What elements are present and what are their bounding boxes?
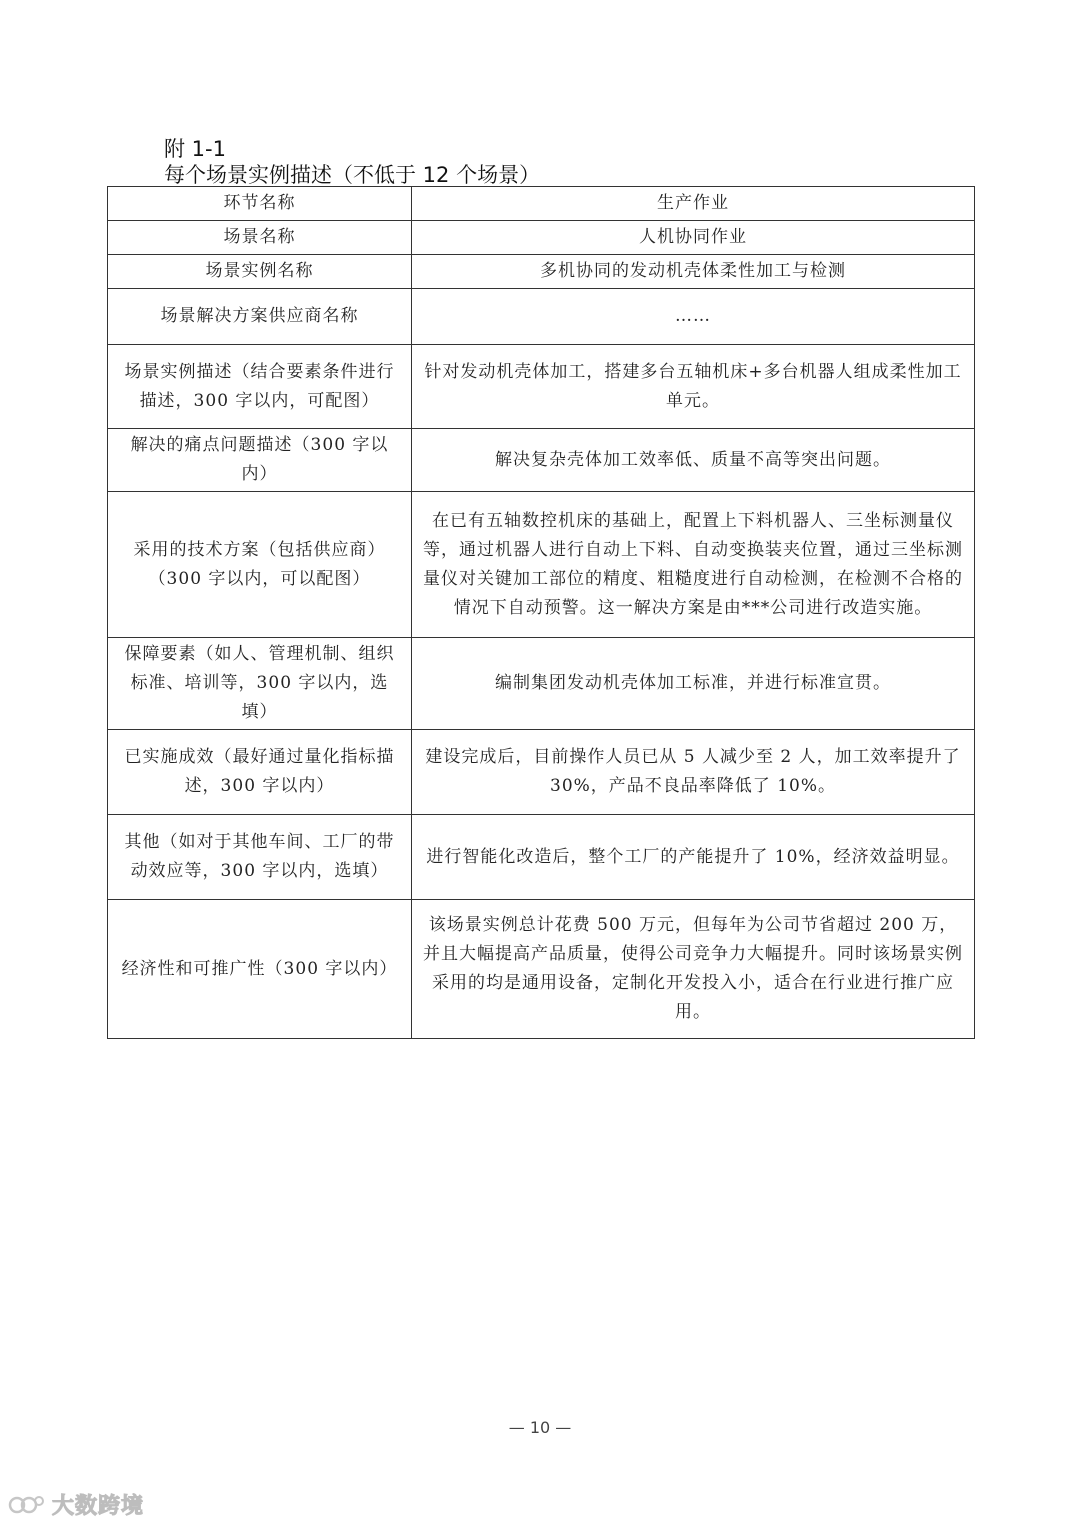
- row-value: 生产作业: [412, 187, 975, 221]
- table-row: [108, 638, 975, 730]
- page-number: — 10 —: [508, 1418, 572, 1437]
- watermark-logo-icon: [8, 1492, 46, 1518]
- row-value: 该场景实例总计花费 500 万元，但每年为公司节省超过 200 万，并且大幅提高产品质量，使得公司竞争力大幅提升。同时该场景实例采用的均是通用设备，定制化开发投入小，适合在行业进行推广应用。: [412, 900, 975, 1039]
- row-label: 环节名称: [108, 187, 412, 221]
- table-row: [108, 289, 975, 345]
- table-row: [108, 492, 975, 638]
- table-row: [108, 187, 975, 221]
- row-value: 在已有五轴数控机床的基础上，配置上下料机器人、三坐标测量仪等，通过机器人进行自动上下料、自动变换装夹位置，通过三坐标测量仪对关键加工部位的精度、粗糙度进行自动检测，在检测不合格的情况下自动预警。这一解决方案是由***公司进行改造实施。: [412, 492, 975, 638]
- row-value: 建设完成后，目前操作人员已从 5 人减少至 2 人，加工效率提升了 30%，产品不良品率降低了 10%。: [412, 730, 975, 815]
- row-label: 经济性和可推广性（300 字以内）: [108, 900, 412, 1039]
- row-label: 场景名称: [108, 221, 412, 255]
- row-label: 已实施成效（最好通过量化指标描述，300 字以内）: [108, 730, 412, 815]
- row-label: 其他（如对于其他车间、工厂的带动效应等，300 字以内，选填）: [108, 815, 412, 900]
- row-value: ……: [412, 289, 975, 345]
- row-label: 场景实例描述（结合要素条件进行描述，300 字以内，可配图）: [108, 345, 412, 429]
- table-row: [108, 429, 975, 492]
- table-row: [108, 900, 975, 1039]
- row-value: 针对发动机壳体加工，搭建多台五轴机床+多台机器人组成柔性加工单元。: [412, 345, 975, 429]
- row-value: 编制集团发动机壳体加工标准，并进行标准宣贯。: [412, 638, 975, 730]
- row-label: 采用的技术方案（包括供应商）（300 字以内，可以配图）: [108, 492, 412, 638]
- table-row: [108, 815, 975, 900]
- document-title: 每个场景实例描述（不低于 12 个场景）: [164, 163, 541, 187]
- table-row: [108, 730, 975, 815]
- row-label: 场景解决方案供应商名称: [108, 289, 412, 345]
- watermark-text: 大数跨境: [52, 1494, 145, 1519]
- row-label: 保障要素（如人、管理机制、组织标准、培训等，300 字以内，选填）: [108, 638, 412, 730]
- watermark: [8, 1489, 144, 1520]
- row-value: 进行智能化改造后，整个工厂的产能提升了 10%，经济效益明显。: [412, 815, 975, 900]
- row-value: 多机协同的发动机壳体柔性加工与检测: [412, 255, 975, 289]
- table-row: [108, 345, 975, 429]
- row-label: 场景实例名称: [108, 255, 412, 289]
- table-row: [108, 255, 975, 289]
- row-value: 人机协同作业: [412, 221, 975, 255]
- row-label: 解决的痛点问题描述（300 字以内）: [108, 429, 412, 492]
- table-row: [108, 221, 975, 255]
- row-value: 解决复杂壳体加工效率低、质量不高等突出问题。: [412, 429, 975, 492]
- scenario-table: [107, 186, 975, 1039]
- annex-label: 附 1-1: [164, 137, 226, 161]
